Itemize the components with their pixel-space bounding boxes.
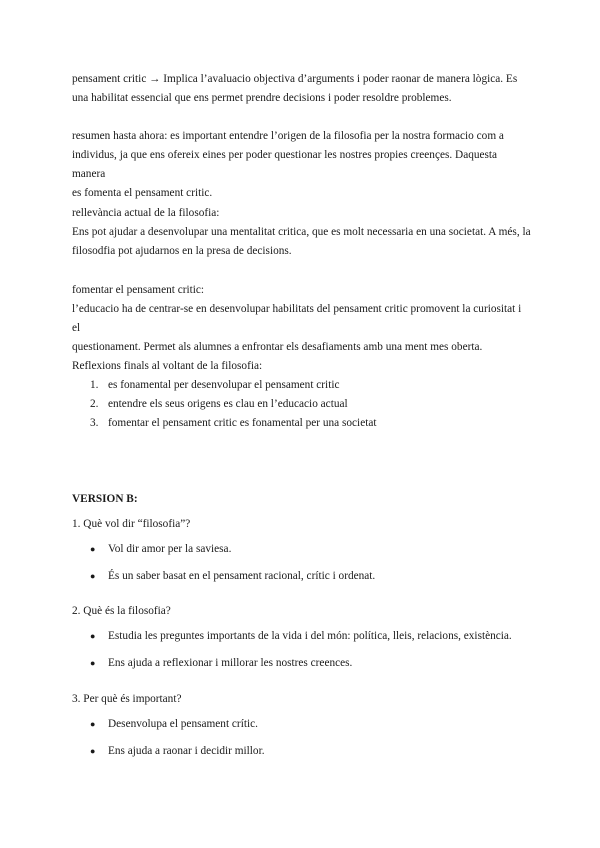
question-1-bullets	[72, 540, 532, 594]
question-2-bullets	[72, 627, 532, 681]
text-line: pensament critic → Implica l’avaluacio objectiva d’arguments i poder raonar de manera lògica. Es	[72, 73, 518, 85]
question-text: 1. Què vol dir “filosofia”?	[72, 518, 191, 530]
question-3-title	[72, 690, 532, 709]
text-line: una habilitat essencial que ens permet prendre decisions i poder resoldre problemes.	[72, 92, 452, 104]
text-line: individus, ja que ens ofereix eines per poder questionar les nostres propies creençes. Daquesta manera	[72, 149, 498, 180]
text-line: rellevància actual de la filosofia:	[72, 207, 220, 219]
list-item	[72, 654, 532, 673]
paragraph-resumen	[72, 127, 532, 203]
bullet-text: Desenvolupa el pensament crític.	[108, 718, 258, 730]
text-line: fomentar el pensament critic:	[72, 284, 205, 296]
list-number: 3.	[90, 417, 99, 429]
text-line: filosodfia pot ajudarnos en la presa de decisions.	[72, 245, 292, 257]
text-line: resumen hasta ahora: es important entendre l’origen de la filosofia per la nostra formacio com a	[72, 130, 504, 142]
bullet-icon: ●	[90, 631, 96, 641]
bullet-text: És un saber basat en el pensament racional, crític i ordenat.	[108, 570, 376, 582]
list-item	[72, 627, 532, 646]
list-item	[72, 567, 532, 586]
bullet-text: Estudia les preguntes importants de la vida i del món: política, lleis, relacions, existència.	[108, 630, 512, 642]
question-text: 2. Què és la filosofia?	[72, 605, 171, 617]
list-item-text: entendre els seus origens es clau en l’educacio actual	[108, 398, 348, 410]
reflexions-title	[72, 357, 532, 376]
section-title: Reflexions finals al voltant de la filosofia:	[72, 360, 263, 372]
bullet-icon: ●	[90, 544, 96, 554]
question-1-title	[72, 515, 532, 534]
heading-text: VERSION B:	[72, 493, 138, 505]
list-item	[72, 742, 532, 761]
bullet-text: Ens ajuda a reflexionar i millorar les nostres creences.	[108, 657, 353, 669]
text-line: es fomenta el pensament critic.	[72, 187, 213, 199]
list-number: 2.	[90, 398, 99, 410]
list-item	[72, 395, 532, 414]
bullet-icon: ●	[90, 571, 96, 581]
text-line: questionament. Permet als alumnes a enfrontar els desafiaments amb una ment mes oberta.	[72, 341, 483, 353]
question-text: 3. Per què és important?	[72, 693, 182, 705]
list-number: 1.	[90, 379, 99, 391]
bullet-icon: ●	[90, 746, 96, 756]
bullet-icon: ●	[90, 719, 96, 729]
list-item-text: fomentar el pensament critic es fonamental per una societat	[108, 417, 377, 429]
text-line: l’educacio ha de centrar-se en desenvolupar habilitats del pensament critic promovent la curiositat i el	[72, 303, 522, 334]
bullet-text: Ens ajuda a raonar i decidir millor.	[108, 745, 265, 757]
list-item-text: es fonamental per desenvolupar el pensament critic	[108, 379, 340, 391]
list-item	[72, 715, 532, 734]
bullet-icon: ●	[90, 658, 96, 668]
paragraph-fomentar	[72, 281, 532, 357]
question-2-title	[72, 602, 532, 621]
question-3-bullets	[72, 715, 532, 769]
text-line: Ens pot ajudar a desenvolupar una mentalitat critica, que es molt necessaria en una societat. A més, la	[72, 226, 531, 238]
list-item	[72, 540, 532, 559]
bullet-text: Vol dir amor per la saviesa.	[108, 543, 232, 555]
reflexions-list	[72, 376, 532, 433]
paragraph-pensament-critic	[72, 70, 532, 108]
version-b-heading	[72, 490, 532, 509]
paragraph-rellevancia	[72, 204, 532, 261]
list-item	[72, 376, 532, 395]
list-item	[72, 414, 532, 433]
